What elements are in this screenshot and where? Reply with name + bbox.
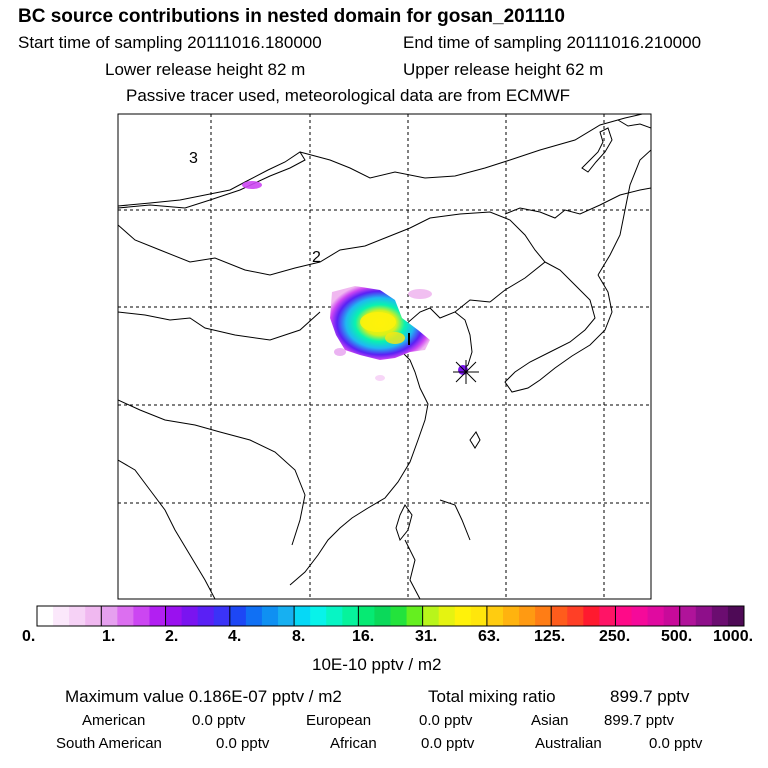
colorbar-cell <box>342 606 359 626</box>
colorbar-cell <box>696 606 713 626</box>
colorbar-cell <box>214 606 231 626</box>
colorbar-cell <box>519 606 536 626</box>
region-name-australian: Australian <box>535 735 602 752</box>
colorbar-tick-2: 2. <box>165 628 179 645</box>
colorbar-cell <box>551 606 568 626</box>
colorbar-cell <box>615 606 632 626</box>
region-value-australian: 0.0 pptv <box>649 735 703 752</box>
colorbar-cell <box>423 606 440 626</box>
colorbar-tick-5: 16. <box>352 628 375 645</box>
total-mixing-label: Total mixing ratio <box>428 687 556 706</box>
colorbar-cell <box>599 606 616 626</box>
colorbar-tick-4: 8. <box>292 628 306 645</box>
map-label-2: 2 <box>312 249 321 266</box>
colorbar-cell <box>535 606 552 626</box>
region-name-european: European <box>306 712 372 729</box>
colorbar-cell <box>294 606 311 626</box>
colorbar-cell <box>85 606 102 626</box>
colorbar-cell <box>487 606 504 626</box>
lower-release-label: Lower release height 82 m <box>105 60 306 79</box>
colorbar-cell <box>712 606 729 626</box>
colorbar-cell <box>37 606 54 626</box>
colorbar-cell <box>680 606 697 626</box>
colorbar-cell <box>310 606 327 626</box>
end-time-label: End time of sampling 20111016.210000 <box>403 33 702 52</box>
colorbar-cells <box>37 606 745 626</box>
colorbar-cell <box>117 606 134 626</box>
colorbar-cell <box>471 606 488 626</box>
colorbar-cell <box>278 606 295 626</box>
colorbar-tick-9: 250. <box>599 628 631 645</box>
region-name-american: American <box>82 712 146 729</box>
colorbar-cell <box>439 606 456 626</box>
colorbar-cell <box>358 606 375 626</box>
colorbar-cell <box>407 606 424 626</box>
colorbar-cell <box>728 606 745 626</box>
colorbar-cell <box>230 606 247 626</box>
colorbar-cell <box>632 606 649 626</box>
colorbar-unit: 10E-10 pptv / m2 <box>312 655 442 674</box>
colorbar-tick-1: 1. <box>102 628 116 645</box>
colorbar-cell <box>69 606 86 626</box>
region-value-african: 0.0 pptv <box>421 735 475 752</box>
colorbar-cell <box>567 606 584 626</box>
colorbar-tick-10: 500. <box>661 628 693 645</box>
region-value-south-american: 0.0 pptv <box>216 735 270 752</box>
colorbar-cell <box>664 606 681 626</box>
colorbar-cell <box>648 606 665 626</box>
colorbar-cell <box>149 606 166 626</box>
region-value-american: 0.0 pptv <box>192 712 246 729</box>
start-time-label: Start time of sampling 20111016.180000 <box>18 33 322 52</box>
colorbar-cell <box>246 606 263 626</box>
region-value-asian: 899.7 pptv <box>604 712 675 729</box>
colorbar-cell <box>374 606 391 626</box>
colorbar-tick-7: 63. <box>478 628 501 645</box>
colorbar-cell <box>326 606 343 626</box>
region-value-european: 0.0 pptv <box>419 712 473 729</box>
region-name-african: African <box>330 735 377 752</box>
map-label-3: 3 <box>189 150 198 167</box>
colorbar-tick-11: 1000. <box>713 628 754 645</box>
colorbar-cell <box>198 606 215 626</box>
colorbar-cell <box>53 606 70 626</box>
region-name-asian: Asian <box>531 712 569 729</box>
colorbar-cell <box>583 606 600 626</box>
colorbar-tick-8: 125. <box>534 628 566 645</box>
colorbar-tick-3: 4. <box>228 628 242 645</box>
colorbar-cell <box>262 606 279 626</box>
colorbar-tick-6: 31. <box>415 628 438 645</box>
max-value-label: Maximum value 0.186E-07 pptv / m2 <box>65 687 342 706</box>
total-mixing-value: 899.7 pptv <box>610 687 690 706</box>
plot-title: BC source contributions in nested domain for gosan_201110 <box>18 6 565 27</box>
tracer-note: Passive tracer used, meteorological data are from ECMWF <box>126 86 571 105</box>
colorbar-cell <box>133 606 150 626</box>
colorbar-cell <box>503 606 520 626</box>
colorbar-cell <box>101 606 118 626</box>
colorbar-cell <box>391 606 408 626</box>
colorbar-cell <box>166 606 183 626</box>
colorbar-cell <box>182 606 199 626</box>
colorbar-cell <box>455 606 472 626</box>
colorbar-tick-0: 0. <box>22 628 36 645</box>
upper-release-label: Upper release height 62 m <box>403 60 604 79</box>
region-name-south-american: South American <box>56 735 162 752</box>
